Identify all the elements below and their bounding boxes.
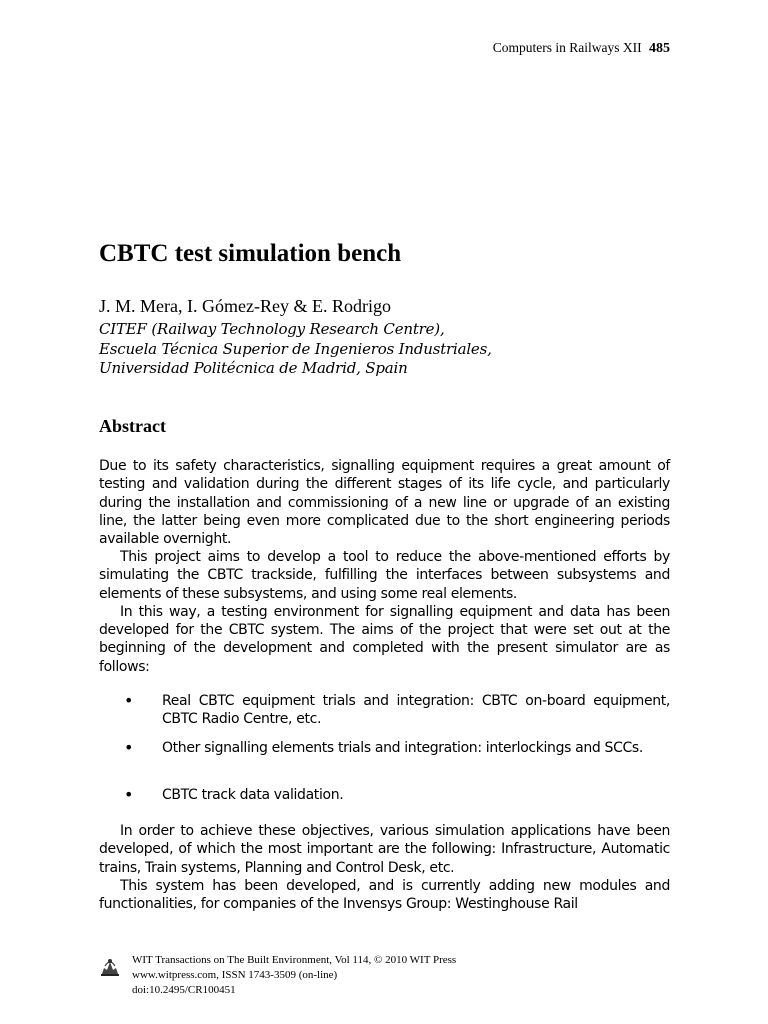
bullet-icon: • (124, 691, 134, 710)
journal-name: Computers in Railways XII (492, 40, 642, 55)
footer-line: WIT Transactions on The Built Environment, Vol 114, © 2010 WIT Press (132, 954, 457, 966)
paragraph: This system has been developed, and is currently adding new modules and functionalities, for companies of the Invensys Group: Westinghouse Rail (99, 877, 670, 912)
list-item (124, 786, 670, 804)
list-item (124, 692, 670, 729)
list-item-text: Other signalling elements trials and integration: interlockings and SCCs. (162, 740, 643, 756)
paragraph: In order to achieve these objectives, various simulation applications have been developed, of which the most important are the following: Infrastructure, Automatic trains, Train systems, Planning and Control Desk, etc. (99, 823, 670, 876)
affiliation-line: Universidad Politécnica de Madrid, Spain (99, 359, 408, 377)
publisher-logo-icon (99, 956, 121, 978)
page-number: 485 (649, 41, 670, 56)
paragraph: This project aims to develop a tool to reduce the above-mentioned efforts by simulating the CBTC trackside, fulfilling the interfaces between subsystems and elements of these subsystems, and using some real elements. (99, 549, 670, 602)
list-item-text: Real CBTC equipment trials and integration: CBTC on-board equipment, CBTC Radio Centre, etc. (162, 693, 670, 728)
author-list: J. M. Mera, I. Gómez-Rey & E. Rodrigo (99, 296, 391, 316)
paragraph: In this way, a testing environment for signalling equipment and data has been developed for the CBTC system. The aims of the project that were set out at the beginning of the development and completed with the present simulator are as follows: (99, 603, 670, 675)
affiliation-line: Escuela Técnica Superior de Ingenieros Industriales, (99, 339, 492, 358)
abstract-heading: Abstract (99, 416, 166, 436)
bullet-icon: • (124, 738, 134, 757)
paragraph: Due to its safety characteristics, signalling equipment requires a great amount of testing and validation during the different stages of its life cycle, and particularly during the installation and commissioning of a new line or upgrade of an existing line, the latter being even more complicated due to the short engineering periods available overnight. (99, 458, 670, 547)
abstract-paragraph (99, 457, 670, 548)
affiliation-block (99, 320, 492, 379)
footer-line: www.witpress.com, ISSN 1743-3509 (on-line) (132, 969, 338, 981)
running-header (493, 40, 670, 57)
list-item (124, 739, 670, 757)
body-paragraphs (99, 822, 670, 913)
abstract-paragraphs (99, 548, 670, 676)
list-item-text: CBTC track data validation. (162, 787, 344, 803)
footer-citation (132, 953, 456, 998)
affiliation-line: CITEF (Railway Technology Research Centre), (99, 320, 445, 338)
footer-line: doi:10.2495/CR100451 (132, 984, 236, 996)
bullet-icon: • (124, 785, 134, 804)
paper-title: CBTC test simulation bench (99, 240, 402, 267)
